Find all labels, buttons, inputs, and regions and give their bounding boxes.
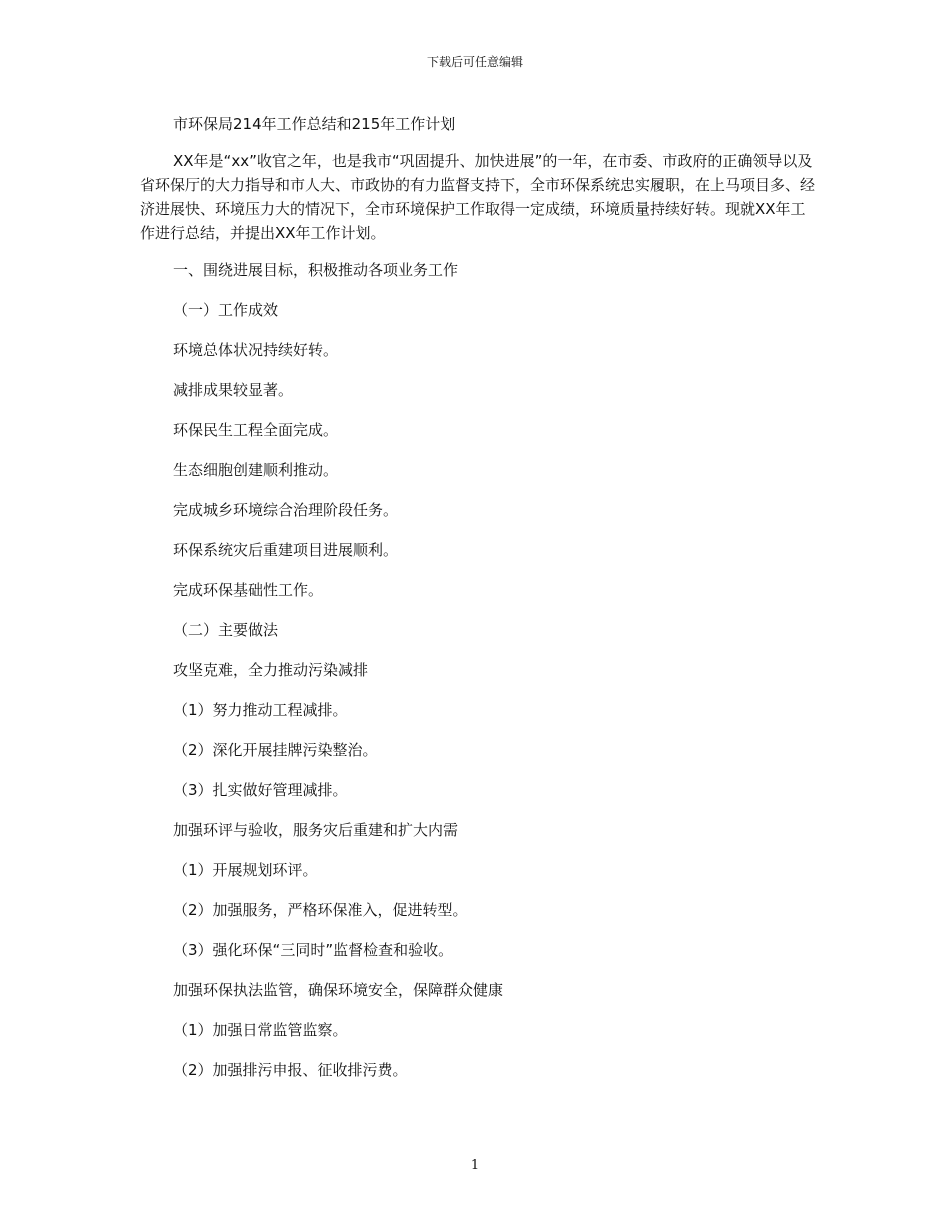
topic-heading: 攻坚克难，全力推动污染减排 — [173, 661, 369, 679]
subsection-heading: （二）主要做法 — [173, 621, 279, 639]
list-item: 完成城乡环境综合治理阶段任务。 — [173, 501, 399, 519]
list-item: 环保民生工程全面完成。 — [173, 421, 339, 439]
list-item: （2）加强排污申报、征收排污费。 — [173, 1061, 408, 1079]
page-number: 1 — [470, 1158, 480, 1173]
list-item: （1）加强日常监管监察。 — [173, 1021, 348, 1039]
section-heading: 一、围绕进展目标，积极推动各项业务工作 — [173, 261, 459, 279]
topic-heading: 加强环评与验收，服务灾后重建和扩大内需 — [173, 821, 459, 839]
document-body — [140, 112, 816, 1098]
intro-paragraph: XX年是“xx”收官之年，也是我市“巩固提升、加快进展”的一年，在市委、市政府的正确领导以及省环保厅的大力指导和市人大、市政协的有力监督支持下，全市环保系统忠实履职，在上马项目多、经济进展快、环境压力大的情况下，全市环境保护工作取得一定成绩，环境质量持续好转。现就XX年工作进行总结，并提出XX年工作计划。 — [140, 152, 816, 242]
list-item: 完成环保基础性工作。 — [173, 581, 324, 599]
list-item: （2）深化开展挂牌污染整治。 — [173, 741, 378, 759]
list-item: （2）加强服务，严格环保准入，促进转型。 — [173, 901, 468, 919]
document-title: 市环保局214年工作总结和215年工作计划 — [173, 115, 456, 133]
list-item: （1）努力推动工程减排。 — [173, 701, 348, 719]
topic-heading: 加强环保执法监管，确保环境安全，保障群众健康 — [173, 981, 504, 999]
list-item: 生态细胞创建顺利推动。 — [173, 461, 339, 479]
list-item: 减排成果较显著。 — [173, 381, 294, 399]
list-item: （1）开展规划环评。 — [173, 861, 318, 879]
list-item: （3）强化环保“三同时”监督检查和验收。 — [173, 941, 454, 959]
list-item: 环境总体状况持续好转。 — [173, 341, 339, 359]
list-item: 环保系统灾后重建项目进展顺利。 — [173, 541, 399, 559]
list-item: （3）扎实做好管理减排。 — [173, 781, 348, 799]
subsection-heading: （一）工作成效 — [173, 301, 279, 319]
page-header: 下载后可任意编辑 — [426, 55, 523, 69]
